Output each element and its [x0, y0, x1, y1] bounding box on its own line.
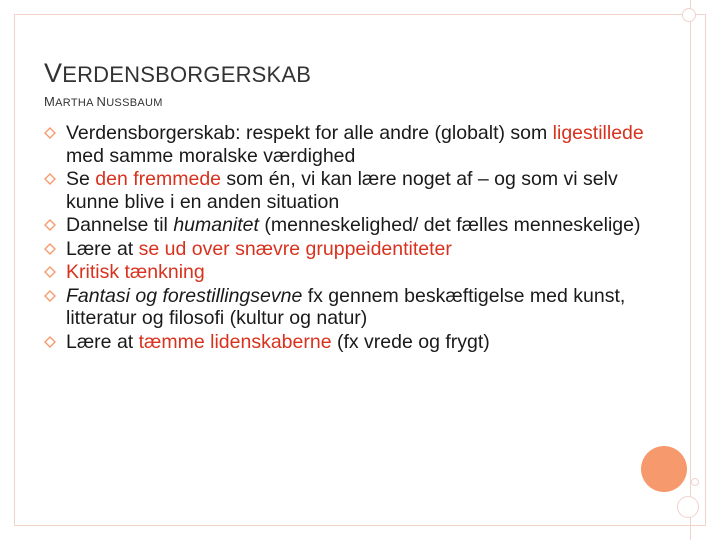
bullet-highlight: den fremmede — [95, 168, 222, 190]
bullet-item — [44, 214, 644, 237]
bullet-text: Verdensborgerskab: respekt for alle andre (globalt) som — [66, 122, 553, 144]
bullet-highlight: se ud over snævre gruppeidentiteter — [138, 237, 452, 260]
bullet-item — [44, 168, 644, 213]
bullet-diamond-icon — [44, 290, 56, 302]
bullet-item — [44, 285, 644, 330]
title-initial: V — [44, 58, 63, 88]
bullet-text: Lære at — [66, 237, 139, 260]
subtitle-part-1: ARTHA — [55, 97, 97, 109]
decorative-vertical-line — [690, 0, 691, 540]
bullet-diamond-icon — [44, 127, 56, 139]
subtitle-part-2: USSBAUM — [106, 97, 163, 109]
bullet-text: som én, vi kan lære noget af – og som vi selv kunne blive i en anden situation — [66, 168, 618, 213]
bullet-highlight: ligestillede — [552, 122, 644, 144]
slide-subtitle — [44, 94, 163, 109]
bullet-text: (menneskelighed/ det fælles menneskelige) — [258, 214, 641, 236]
bullet-item — [44, 261, 644, 284]
decorative-circle-bottom — [677, 496, 699, 518]
bullet-text: fx gennem beskæftigelse med kunst, litteratur og filosofi (kultur og natur) — [66, 284, 626, 329]
subtitle-initial-1: M — [44, 94, 56, 109]
bullet-text: med samme moralske værdighed — [66, 144, 356, 167]
bullet-item — [44, 122, 644, 167]
bullet-item — [44, 331, 644, 354]
subtitle-initial-2: N — [96, 94, 107, 109]
decorative-circle-orange — [641, 446, 687, 492]
bullet-diamond-icon — [44, 266, 56, 278]
bullet-text: Lære at — [66, 330, 139, 353]
bullet-diamond-icon — [44, 173, 56, 185]
bullet-text: Dannelse til — [66, 214, 174, 236]
bullet-item — [44, 238, 644, 261]
decorative-circle-small — [691, 478, 699, 486]
bullet-text: (fx vrede og frygt) — [331, 330, 490, 353]
bullet-highlight: tæmme lidenskaberne — [138, 330, 332, 353]
bullet-text: Se — [66, 168, 96, 190]
title-rest: ERDENSBORGERSKAB — [62, 62, 312, 87]
bullet-diamond-icon — [44, 336, 56, 348]
slide-title — [44, 58, 311, 89]
bullet-emphasis: humanitet — [173, 214, 259, 236]
bullet-emphasis: Fantasi og forestillingsevne — [66, 284, 303, 307]
bullet-highlight: Kritisk tænkning — [66, 261, 205, 283]
bullet-diamond-icon — [44, 219, 56, 231]
bullet-list — [44, 122, 644, 354]
decorative-circle-top — [682, 8, 696, 22]
bullet-diamond-icon — [44, 243, 56, 255]
